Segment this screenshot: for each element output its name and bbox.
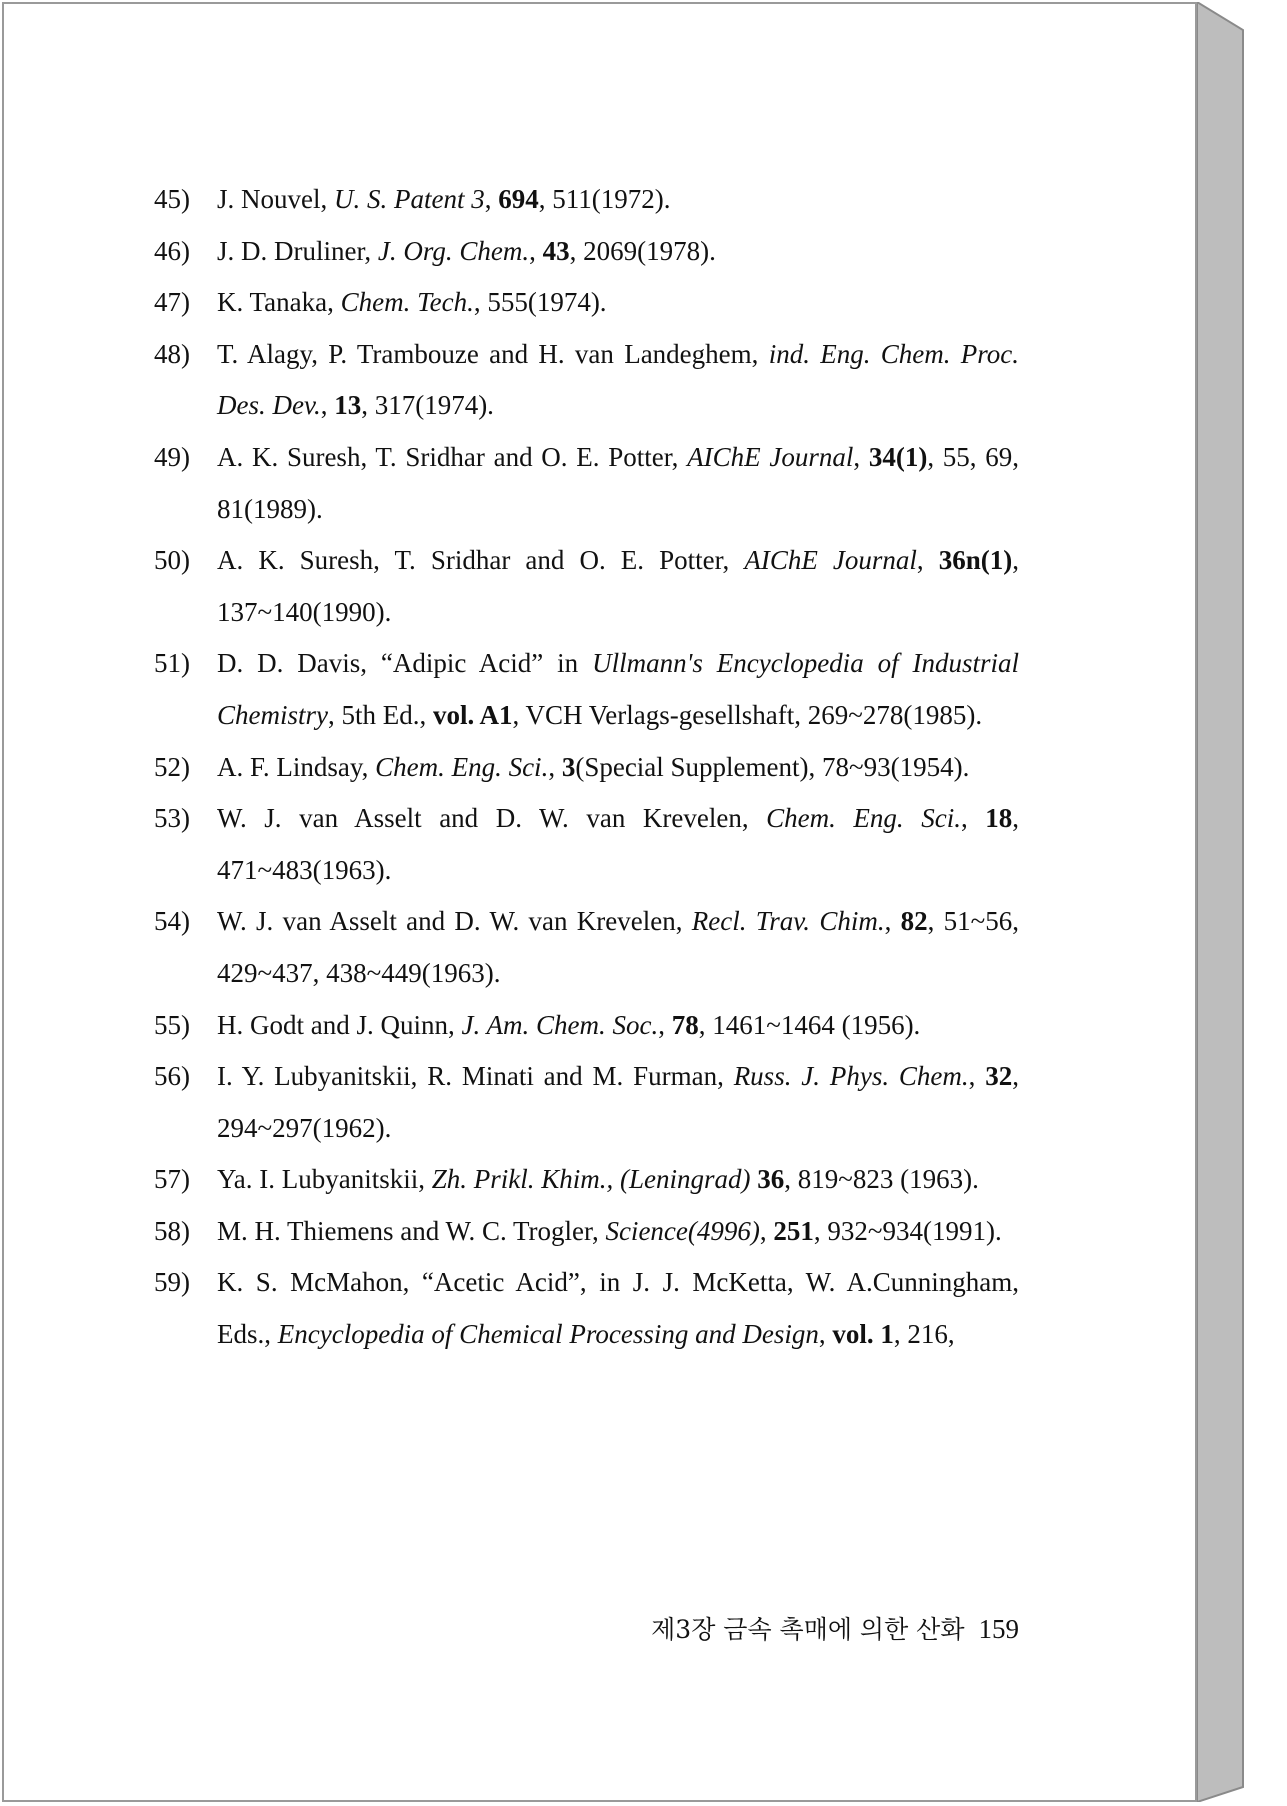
reference-item xyxy=(154,277,1019,329)
reference-item xyxy=(154,174,1019,226)
reference-item xyxy=(154,896,1019,999)
reference-text: W. J. van Asselt and D. W. van Krevelen, Recl. Trav. Chim., 82, 51~56, 429~437, 438~449(1963). xyxy=(217,906,1020,988)
reference-item xyxy=(154,1206,1019,1258)
reference-text: K. Tanaka, Chem. Tech., 555(1974). xyxy=(217,287,607,318)
reference-text: K. S. McMahon, “Acetic Acid”, in J. J. McKetta, W. A.Cunningham, Eds., Encyclopedia of Chemical Processing and Design, vol. 1, 216, xyxy=(217,1267,1019,1350)
reference-item xyxy=(154,329,1019,432)
reference-number: 59) xyxy=(154,1267,190,1298)
reference-item xyxy=(154,793,1019,896)
page-number: 159 xyxy=(978,1614,1019,1644)
reference-text: M. H. Thiemens and W. C. Trogler, Science(4996), 251, 932~934(1991). xyxy=(217,1215,1002,1246)
reference-text: H. Godt and J. Quinn, J. Am. Chem. Soc., 78, 1461~1464 (1956). xyxy=(217,1009,921,1040)
reference-list xyxy=(154,174,1019,1361)
reference-number: 49) xyxy=(154,441,190,472)
reference-number: 46) xyxy=(154,235,190,266)
reference-number: 57) xyxy=(154,1164,190,1195)
reference-number: 54) xyxy=(154,906,190,937)
reference-text: D. D. Davis, “Adipic Acid” in Ullmann's Encyclopedia of Industrial Chemistry, 5th Ed., vol. A1, VCH Verlags-gesellshaft, 269~278(1985). xyxy=(217,648,1019,730)
reference-text: Ya. I. Lubyanitskii, Zh. Prikl. Khim., (Leningrad) 36, 819~823 (1963). xyxy=(217,1164,979,1195)
reference-item xyxy=(154,1154,1019,1206)
reference-text: W. J. van Asselt and D. W. van Krevelen, Chem. Eng. Sci., 18, 471~483(1963). xyxy=(217,803,1020,885)
reference-item xyxy=(154,1051,1019,1154)
reference-text: A. F. Lindsay, Chem. Eng. Sci., 3(Special Supplement), 78~93(1954). xyxy=(217,751,970,782)
reference-text: J. D. Druliner, J. Org. Chem., 43, 2069(1978). xyxy=(217,235,716,266)
reference-text: I. Y. Lubyanitskii, R. Minati and M. Furman, Russ. J. Phys. Chem., 32, 294~297(1962). xyxy=(217,1061,1020,1143)
reference-number: 58) xyxy=(154,1215,190,1246)
reference-number: 55) xyxy=(154,1009,190,1040)
reference-item xyxy=(154,1257,1019,1360)
reference-item xyxy=(154,638,1019,741)
reference-number: 47) xyxy=(154,287,190,318)
chapter-title: 제3장 금속 촉매에 의한 산화 xyxy=(651,1615,965,1644)
reference-item xyxy=(154,742,1019,794)
reference-item xyxy=(154,1000,1019,1052)
reference-item xyxy=(154,535,1019,638)
reference-text: T. Alagy, P. Trambouze and H. van Landeghem, ind. Eng. Chem. Proc. Des. Dev., 13, 317(1974). xyxy=(217,338,1020,421)
document-page xyxy=(2,2,1197,1802)
reference-item xyxy=(154,432,1019,535)
reference-text: A. K. Suresh, T. Sridhar and O. E. Potter, AIChE Journal, 34(1), 55, 69, 81(1989). xyxy=(217,441,1020,524)
reference-text: J. Nouvel, U. S. Patent 3, 694, 511(1972). xyxy=(217,184,671,214)
page-footer xyxy=(594,1610,1019,1646)
reference-number: 56) xyxy=(154,1061,190,1092)
reference-number: 53) xyxy=(154,803,190,834)
reference-number: 45) xyxy=(154,184,190,214)
reference-number: 50) xyxy=(154,545,190,576)
reference-text: A. K. Suresh, T. Sridhar and O. E. Potter, AIChE Journal, 36n(1), 137~140(1990). xyxy=(217,545,1020,627)
reference-number: 48) xyxy=(154,338,190,369)
book-spine xyxy=(1197,2,1285,1802)
reference-number: 51) xyxy=(154,648,190,679)
reference-item xyxy=(154,226,1019,278)
reference-number: 52) xyxy=(154,751,190,782)
